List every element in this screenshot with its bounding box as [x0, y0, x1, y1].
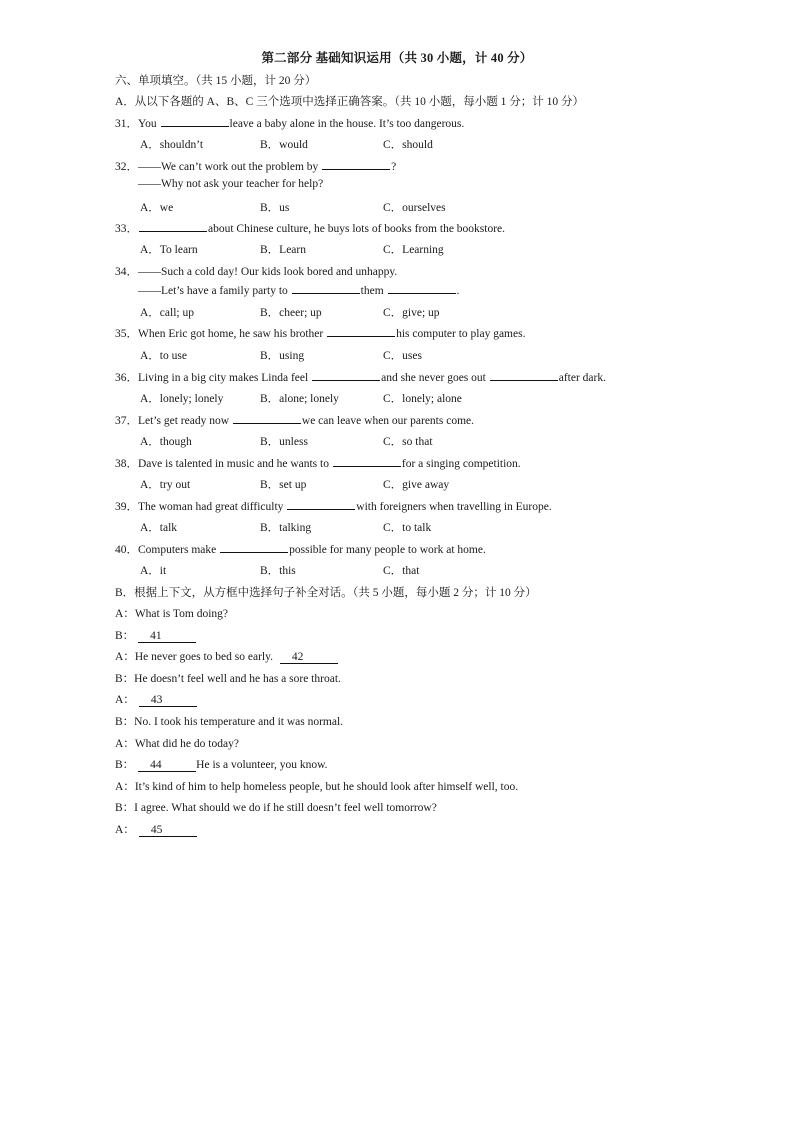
option-b: B．cheer; up: [260, 307, 322, 319]
speaker-label: A：: [115, 824, 135, 836]
speaker-label: B：: [115, 672, 135, 685]
part-a-instruction: A．从以下各题的 A、B、C 三个选项中选择正确答案。（共 10 小题，每小题 1 分；计 10 分）: [115, 96, 584, 108]
option-c: C．give away: [383, 479, 450, 491]
question-33: 33． about Chinese culture, he buys lots of books from the bookstore.: [115, 223, 506, 235]
question-number: 37．: [115, 415, 138, 427]
speaker-label: B：: [115, 716, 135, 728]
speaker-label: A：: [115, 608, 135, 620]
dialog-line: [115, 778, 518, 794]
option-c: C．so that: [383, 436, 433, 448]
option-a: A．talk: [140, 522, 178, 534]
question-36: 36．Living in a big city makes Linda feel and she never goes out after dark.: [115, 372, 606, 384]
option-c: C．ourselves: [383, 202, 446, 214]
option-b: B．would: [260, 139, 308, 151]
dialog-text: He is a volunteer, you know.: [196, 759, 328, 772]
answer-blank: [292, 283, 360, 294]
dialog-text: What is Tom doing?: [134, 608, 229, 620]
speaker-label: A：: [115, 737, 135, 750]
dialog-text: It’s kind of him to help homeless people, but he should look after himself well, too.: [134, 780, 519, 793]
option-a: A．call; up: [140, 307, 194, 319]
question-number: 40．: [115, 544, 138, 556]
option-c: C．that: [383, 565, 420, 577]
option-a: A．it: [140, 565, 167, 577]
question-40: 40．Computers make possible for many people to work at home.: [115, 544, 486, 556]
option-c: C．uses: [383, 350, 422, 362]
option-c: C．should: [383, 139, 433, 151]
part-b-instruction: B．根据上下文，从方框中选择句子补全对话。（共 5 小题，每小题 2 分；计 10 分）: [115, 587, 537, 599]
section-heading: 六、单项填空。（共 15 小题，计 20 分）: [115, 75, 317, 87]
question-34-reply: ——Let’s have a family party to them .: [138, 285, 460, 297]
question-38: 38．Dave is talented in music and he wants to for a singing competition.: [115, 458, 521, 470]
question-number: 35．: [115, 328, 138, 340]
dialog-line: [115, 605, 228, 621]
answer-blank: [333, 456, 401, 467]
speaker-label: B：: [115, 802, 135, 815]
answer-blank: [161, 116, 229, 127]
dialog-text: He doesn’t feel well and he has a sore throat.: [134, 672, 341, 685]
question-37: 37．Let’s get ready now we can leave when our parents come.: [115, 415, 474, 427]
question-32: 32．——We can’t work out the problem by ?: [115, 161, 397, 173]
page-title: 第二部分 基础知识运用（共 30 小题，计 40 分）: [261, 51, 533, 65]
option-b: B．talking: [260, 522, 312, 534]
question-number: 39．: [115, 501, 138, 513]
speaker-label: A：: [115, 694, 135, 707]
answer-blank: [139, 221, 207, 232]
answer-blank: [327, 326, 395, 337]
dialog-line: [115, 648, 338, 664]
option-b: B．this: [260, 565, 296, 577]
numbered-blank: 42: [280, 651, 338, 664]
option-b: B．unless: [260, 436, 308, 448]
numbered-blank: 41: [138, 630, 196, 643]
answer-blank: [322, 159, 390, 170]
option-c: C．to talk: [383, 522, 432, 534]
question-number: 38．: [115, 458, 138, 470]
question-number: 34．: [115, 266, 138, 278]
speaker-label: B：: [115, 629, 135, 642]
option-c: C．lonely; alone: [383, 393, 462, 405]
question-number: 36．: [115, 372, 138, 384]
dialog-line: [115, 735, 239, 751]
option-b: B．alone; lonely: [260, 393, 339, 405]
dialog-text: I agree. What should we do if he still doesn’t feel well tomorrow?: [134, 802, 437, 815]
dialog-line: [115, 756, 328, 772]
numbered-blank: 45: [139, 824, 197, 837]
question-32-reply: ——Why not ask your teacher for help?: [138, 178, 324, 190]
dialog-line: [115, 713, 343, 729]
question-39: 39．The woman had great difficulty with foreigners when travelling in Europe.: [115, 501, 552, 513]
question-35: 35．When Eric got home, he saw his brother his computer to play games.: [115, 328, 526, 340]
question-number: 31．: [115, 118, 138, 130]
option-b: B．Learn: [260, 244, 306, 256]
answer-blank: [233, 413, 301, 424]
option-a: A．we: [140, 202, 174, 214]
question-number: 33．: [115, 223, 138, 235]
answer-blank: [287, 499, 355, 510]
question-34: 34．——Such a cold day! Our kids look bored and unhappy.: [115, 266, 398, 278]
dialog-line: [115, 691, 197, 707]
option-a: A．shouldn’t: [140, 139, 204, 151]
option-a: A．to use: [140, 350, 187, 362]
question-31: 31．You leave a baby alone in the house. It’s too dangerous.: [115, 118, 465, 130]
option-a: A．To learn: [140, 244, 198, 256]
numbered-blank: 43: [139, 694, 197, 707]
dialog-line: [115, 799, 437, 815]
dialog-text: No. I took his temperature and it was normal.: [134, 716, 344, 728]
option-b: B．set up: [260, 479, 307, 491]
option-a: A．try out: [140, 479, 191, 491]
dialog-text: What did he do today?: [134, 737, 239, 750]
option-a: A．though: [140, 436, 192, 448]
dialog-line: [115, 627, 196, 643]
speaker-label: A：: [115, 651, 135, 664]
option-b: B．using: [260, 350, 305, 362]
option-c: C．give; up: [383, 307, 440, 319]
speaker-label: B：: [115, 759, 135, 772]
answer-blank: [388, 283, 456, 294]
option-a: A．lonely; lonely: [140, 393, 224, 405]
answer-blank: [490, 370, 558, 381]
dialog-line: [115, 821, 197, 837]
option-b: B．us: [260, 202, 290, 214]
numbered-blank: 44: [138, 759, 196, 772]
speaker-label: A：: [115, 780, 135, 793]
question-number: 32．: [115, 161, 138, 173]
dialog-line: [115, 670, 341, 686]
dialog-text: He never goes to bed so early.: [134, 651, 276, 664]
answer-blank: [220, 542, 288, 553]
answer-blank: [312, 370, 380, 381]
option-c: C．Learning: [383, 244, 444, 256]
